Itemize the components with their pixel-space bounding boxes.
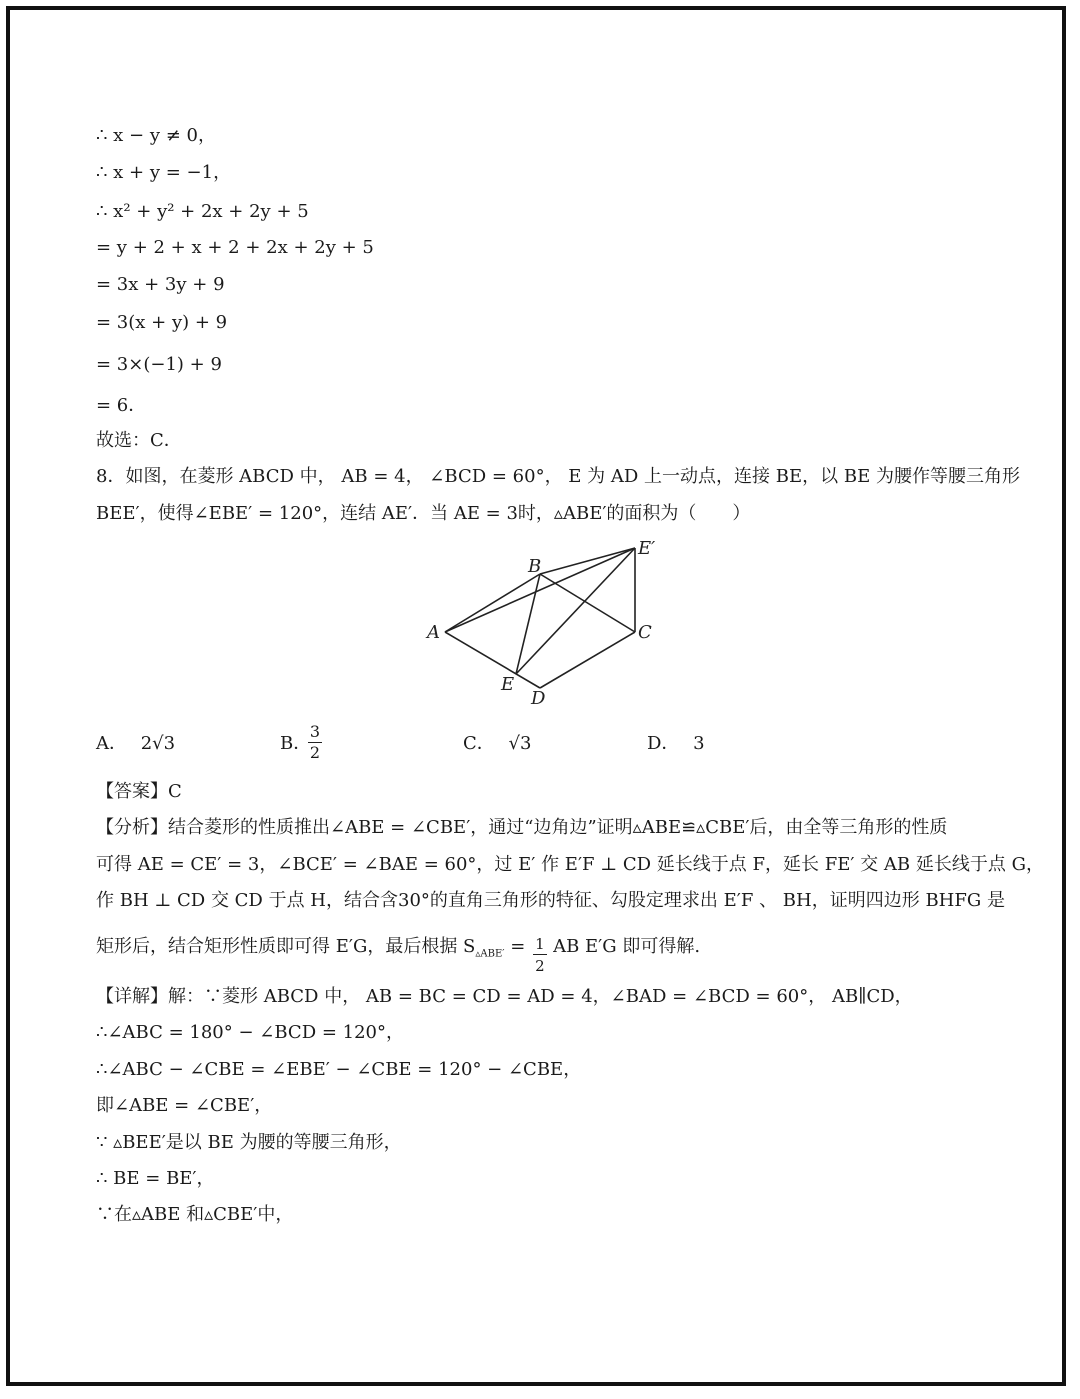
equals-sign: = (504, 936, 532, 957)
derivation-line-8: = 6． (96, 395, 147, 416)
option-b-fraction (308, 722, 322, 763)
option-a[interactable] (96, 732, 175, 756)
label-Eprime: E′ (638, 538, 656, 559)
segment-DA (445, 632, 540, 688)
half-denominator: 2 (535, 957, 545, 975)
derivation-line-4: = y + 2 + x + 2 + 2x + 2y + 5 (96, 237, 374, 258)
segment-BEprime (540, 548, 635, 574)
derivation-line-7: = 3×(−1) + 9 (96, 354, 222, 375)
option-b-label: B． (280, 733, 312, 754)
rhombus-figure (420, 538, 670, 708)
option-c[interactable] (463, 732, 531, 756)
analysis-line-4-start: 矩形后，结合矩形性质即可得 E′G，最后根据 S (96, 936, 476, 957)
derivation-line-5: = 3x + 3y + 9 (96, 274, 225, 295)
label-C: C (638, 622, 652, 643)
analysis-line-1: 【分析】结合菱形的性质推出∠ABE = ∠CBE′，通过“边角边”证明▵ABE≌▵CBE′后，由全等三角形的性质 (96, 817, 948, 838)
option-c-label: C． (463, 733, 495, 754)
detail-line-2: ∴∠ABC = 180° − ∠BCD = 120°， (96, 1022, 405, 1043)
option-a-value: 2√3 (140, 733, 176, 754)
answer: 【答案】C (96, 781, 182, 802)
detail-line-3: ∴∠ABC − ∠CBE = ∠EBE′ − ∠CBE = 120° − ∠CBE， (96, 1059, 582, 1080)
question-line-2: BEE′，使得∠EBE′ = 120°，连结 AE′．当 AE = 3时，▵ABE′的面积为（ ） (96, 503, 751, 524)
segment-CD (540, 632, 635, 688)
detail-line-4: 即∠ABE = ∠CBE′， (96, 1095, 273, 1116)
label-B: B (528, 556, 542, 577)
option-d[interactable] (647, 732, 705, 756)
derivation-line-1: ∴ x − y ≠ 0， (96, 125, 216, 146)
option-d-value: 3 (693, 733, 705, 754)
option-b-denominator: 2 (309, 743, 321, 762)
detail-line-6: ∴ BE = BE′， (96, 1168, 215, 1189)
area-subscript: ▵ABE′ (475, 948, 505, 960)
segment-BE (516, 574, 540, 674)
half-numerator: 1 (535, 935, 545, 953)
choice-conclusion: 故选：C． (96, 430, 182, 451)
label-E: E (501, 674, 515, 695)
analysis-line-4 (96, 935, 701, 975)
option-d-label: D． (647, 733, 680, 754)
option-c-value: √3 (508, 733, 532, 754)
label-A: A (427, 622, 440, 643)
analysis-line-2: 可得 AE = CE′ = 3，∠BCE′ = ∠BAE = 60°，过 E′ 作 E′F ⊥ CD 延长线于点 F，延长 FE′ 交 AB 延长线于点 G， (96, 854, 1044, 875)
segment-AB (445, 574, 540, 632)
analysis-line-4-end: AB E′G 即可得解. (553, 936, 701, 957)
option-a-label: A． (96, 733, 127, 754)
label-D: D (531, 688, 546, 708)
detail-line-5: ∵ ▵BEE′是以 BE 为腰的等腰三角形， (96, 1132, 402, 1153)
segment-BC (540, 574, 635, 632)
option-b[interactable] (280, 732, 311, 756)
derivation-line-3: ∴ x² + y² + 2x + 2y + 5 (96, 201, 309, 222)
analysis-line-3: 作 BH ⊥ CD 交 CD 于点 H，结合含30°的直角三角形的特征、勾股定理求出 E′F 、 BH，证明四边形 BHFG 是 (96, 890, 1005, 911)
option-b-numerator: 3 (309, 722, 321, 741)
detail-line-1: 【详解】解：∵菱形 ABCD 中， AB = BC = CD = AD = 4，∠BAD = ∠BCD = 60°， AB∥CD， (96, 986, 913, 1007)
question-line-1: 8．如图，在菱形 ABCD 中， AB = 4， ∠BCD = 60°， E 为 AD 上一动点，连接 BE，以 BE 为腰作等腰三角形 (96, 466, 1020, 487)
detail-line-7: ∵在▵ABE 和▵CBE′中， (96, 1204, 294, 1225)
half-bar (533, 954, 547, 955)
derivation-line-2: ∴ x + y = −1， (96, 162, 232, 183)
derivation-line-6: = 3(x + y) + 9 (96, 312, 228, 333)
